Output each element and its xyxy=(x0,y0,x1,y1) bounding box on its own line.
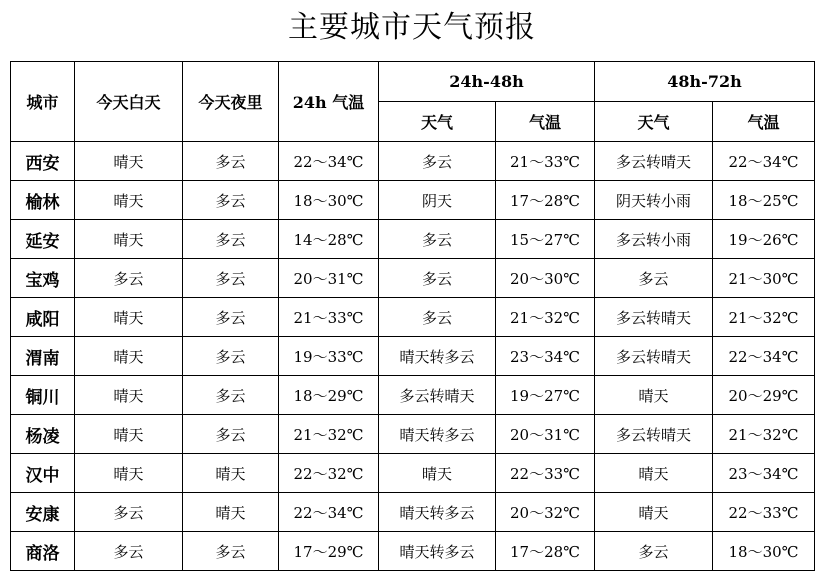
cell-weather-72: 晴天 xyxy=(595,376,713,415)
cell-city: 铜川 xyxy=(11,376,75,415)
cell-weather-48: 多云 xyxy=(379,259,496,298)
cell-city: 渭南 xyxy=(11,337,75,376)
table-row xyxy=(11,454,815,493)
header-weather-72: 天气 xyxy=(595,102,713,142)
cell-temp-72: 18～25℃ xyxy=(713,181,815,220)
table-row xyxy=(11,220,815,259)
cell-weather-72: 多云转小雨 xyxy=(595,220,713,259)
cell-weather-72: 晴天 xyxy=(595,493,713,532)
cell-today-day: 晴天 xyxy=(75,337,183,376)
cell-today-day: 晴天 xyxy=(75,415,183,454)
table-row xyxy=(11,259,815,298)
cell-today-night: 多云 xyxy=(183,415,279,454)
table-row xyxy=(11,337,815,376)
cell-weather-48: 多云 xyxy=(379,220,496,259)
table-row xyxy=(11,142,815,181)
cell-weather-72: 多云转晴天 xyxy=(595,337,713,376)
cell-weather-48: 多云 xyxy=(379,298,496,337)
cell-temp-48: 21～32℃ xyxy=(496,298,595,337)
cell-weather-48: 多云转晴天 xyxy=(379,376,496,415)
header-row-1 xyxy=(11,62,815,102)
cell-temp-48: 23～34℃ xyxy=(496,337,595,376)
table-row xyxy=(11,181,815,220)
cell-temp-24h: 19～33℃ xyxy=(279,337,379,376)
cell-today-night: 多云 xyxy=(183,298,279,337)
cell-city: 宝鸡 xyxy=(11,259,75,298)
header-today-day: 今天白天 xyxy=(75,62,183,142)
cell-weather-72: 多云转晴天 xyxy=(595,142,713,181)
table-row xyxy=(11,532,815,571)
cell-weather-48: 晴天转多云 xyxy=(379,493,496,532)
cell-today-day: 晴天 xyxy=(75,181,183,220)
header-temp-72: 气温 xyxy=(713,102,815,142)
table-row xyxy=(11,376,815,415)
table-row xyxy=(11,493,815,532)
cell-city: 咸阳 xyxy=(11,298,75,337)
cell-today-day: 晴天 xyxy=(75,142,183,181)
cell-today-night: 晴天 xyxy=(183,454,279,493)
cell-weather-48: 晴天转多云 xyxy=(379,337,496,376)
cell-temp-72: 21～32℃ xyxy=(713,298,815,337)
cell-weather-72: 晴天 xyxy=(595,454,713,493)
cell-temp-24h: 20～31℃ xyxy=(279,259,379,298)
cell-temp-24h: 17～29℃ xyxy=(279,532,379,571)
cell-weather-48: 阴天 xyxy=(379,181,496,220)
cell-weather-72: 多云 xyxy=(595,532,713,571)
cell-temp-72: 21～32℃ xyxy=(713,415,815,454)
cell-weather-72: 多云转晴天 xyxy=(595,415,713,454)
cell-temp-48: 20～31℃ xyxy=(496,415,595,454)
cell-weather-48: 晴天转多云 xyxy=(379,532,496,571)
cell-city: 杨凌 xyxy=(11,415,75,454)
cell-temp-24h: 22～34℃ xyxy=(279,493,379,532)
cell-city: 安康 xyxy=(11,493,75,532)
cell-temp-72: 19～26℃ xyxy=(713,220,815,259)
cell-weather-48: 晴天转多云 xyxy=(379,415,496,454)
cell-temp-72: 20～29℃ xyxy=(713,376,815,415)
cell-temp-72: 22～34℃ xyxy=(713,142,815,181)
cell-temp-48: 19～27℃ xyxy=(496,376,595,415)
cell-city: 汉中 xyxy=(11,454,75,493)
cell-weather-48: 晴天 xyxy=(379,454,496,493)
table-row xyxy=(11,415,815,454)
header-today-night: 今天夜里 xyxy=(183,62,279,142)
cell-today-night: 多云 xyxy=(183,532,279,571)
header-weather-48: 天气 xyxy=(379,102,496,142)
cell-city: 西安 xyxy=(11,142,75,181)
cell-today-day: 晴天 xyxy=(75,454,183,493)
cell-temp-24h: 22～34℃ xyxy=(279,142,379,181)
cell-temp-24h: 18～30℃ xyxy=(279,181,379,220)
cell-weather-48: 多云 xyxy=(379,142,496,181)
cell-temp-24h: 21～32℃ xyxy=(279,415,379,454)
cell-temp-48: 20～32℃ xyxy=(496,493,595,532)
cell-temp-24h: 22～32℃ xyxy=(279,454,379,493)
header-city: 城市 xyxy=(11,62,75,142)
header-temp-48: 气温 xyxy=(496,102,595,142)
cell-temp-48: 22～33℃ xyxy=(496,454,595,493)
cell-temp-24h: 21～33℃ xyxy=(279,298,379,337)
cell-today-day: 多云 xyxy=(75,532,183,571)
header-range-24-48: 24h-48h xyxy=(379,62,595,102)
cell-temp-72: 23～34℃ xyxy=(713,454,815,493)
cell-today-night: 多云 xyxy=(183,220,279,259)
cell-temp-48: 15～27℃ xyxy=(496,220,595,259)
cell-weather-72: 多云转晴天 xyxy=(595,298,713,337)
cell-today-night: 多云 xyxy=(183,337,279,376)
cell-temp-48: 21～33℃ xyxy=(496,142,595,181)
cell-today-night: 多云 xyxy=(183,259,279,298)
cell-temp-72: 21～30℃ xyxy=(713,259,815,298)
cell-today-night: 多云 xyxy=(183,181,279,220)
forecast-body xyxy=(11,142,815,571)
cell-temp-72: 18～30℃ xyxy=(713,532,815,571)
cell-city: 延安 xyxy=(11,220,75,259)
cell-temp-24h: 14～28℃ xyxy=(279,220,379,259)
cell-temp-24h: 18～29℃ xyxy=(279,376,379,415)
cell-city: 榆林 xyxy=(11,181,75,220)
cell-temp-48: 17～28℃ xyxy=(496,532,595,571)
header-range-48-72: 48h-72h xyxy=(595,62,815,102)
cell-today-day: 晴天 xyxy=(75,220,183,259)
cell-temp-48: 20～30℃ xyxy=(496,259,595,298)
cell-today-night: 多云 xyxy=(183,376,279,415)
cell-temp-72: 22～34℃ xyxy=(713,337,815,376)
header-temp-24h: 24h 气温 xyxy=(279,62,379,142)
cell-city: 商洛 xyxy=(11,532,75,571)
cell-today-night: 晴天 xyxy=(183,493,279,532)
cell-weather-72: 阴天转小雨 xyxy=(595,181,713,220)
cell-temp-48: 17～28℃ xyxy=(496,181,595,220)
cell-today-day: 多云 xyxy=(75,493,183,532)
page-title: 主要城市天气预报 xyxy=(288,10,536,45)
cell-temp-72: 22～33℃ xyxy=(713,493,815,532)
cell-today-night: 多云 xyxy=(183,142,279,181)
cell-today-day: 晴天 xyxy=(75,376,183,415)
cell-today-day: 晴天 xyxy=(75,298,183,337)
forecast-table xyxy=(10,61,815,571)
cell-weather-72: 多云 xyxy=(595,259,713,298)
cell-today-day: 多云 xyxy=(75,259,183,298)
table-row xyxy=(11,298,815,337)
